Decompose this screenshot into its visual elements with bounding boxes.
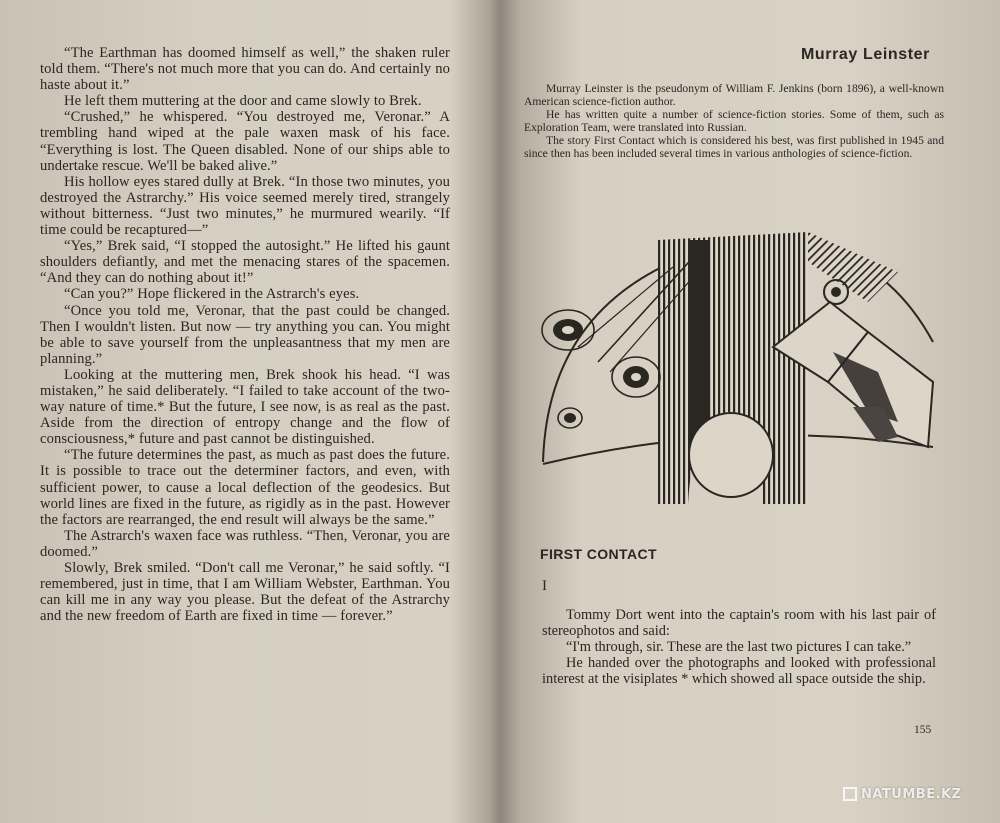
bio-paragraph: Murray Leinster is the pseudonym of William F. Jenkins (born 1896), a well-known American science-fiction author. [524, 82, 944, 108]
author-bio [524, 82, 944, 160]
story-title: FIRST CONTACT [540, 546, 657, 562]
paragraph: “The Earthman has doomed himself as well,” the shaken ruler told them. “There's not much more that you can do. And certainly no haste about it.” [40, 45, 450, 94]
story-illustration [538, 232, 938, 507]
running-head-author: Murray Leinster [800, 46, 930, 63]
paragraph: He left them muttering at the door and came slowly to Brek. [64, 93, 422, 110]
watermark-logo-icon [843, 787, 857, 801]
paragraph: His hollow eyes stared dully at Brek. “In those two minutes, you destroyed the Astrarchy.” His voice seemed merely tired, strangely without bitterness. “Just two minutes,” he murmured wearily. “If time could be recaptured—” [40, 173, 450, 239]
paragraph: “Crushed,” he whispered. “You destroyed me, Veronar.” A trembling hand wiped at the pale waxen mask of his face. “Everything is lost. The Queen disabled. None of our ships able to undertake rescue. We'll be baked alive.” [40, 109, 450, 174]
right-page [508, 0, 1000, 823]
paragraph: “I'm through, sir. These are the last two pictures I can take.” [566, 639, 912, 655]
paragraph: Looking at the muttering men, Brek shook his head. “I was mistaken,” he said deliberately. “I failed to take account of the two-way nature of time.* But the future, I see now, is as real as the past. Aside from the direction of entropy change and the flow of consciousness,* future and past cannot be distinguished. [40, 366, 450, 448]
watermark [843, 787, 962, 802]
bio-paragraph: He has written quite a number of science-fiction stories. Some of them, such as Exploration Team, were translated into Russian. [524, 108, 944, 134]
bio-paragraph: The story First Contact which is considered his best, was first published in 1945 and since then has been included several times in various anthologies of science-fiction. [524, 134, 944, 160]
left-page-text [40, 45, 450, 624]
paragraph: “Can you?” Hope flickered in the Astrarch's eyes. [64, 286, 360, 303]
page-number: 155 [914, 724, 932, 736]
paragraph: “The future determines the past, as much as past does the future. It is possible to trace out the determiner factors, and even, with sufficient power, to cause a local deflection of the geodesics. But world lines are fixed in the future, as rigidly as in the past. However the factors are rearranged, the end result will always be the same.” [40, 447, 450, 528]
paragraph: He handed over the photographs and looked with professional interest at the visiplates * which showed all space outside the ship. [542, 655, 936, 687]
story-text [542, 607, 936, 687]
chapter-number: I [542, 578, 547, 594]
paragraph: “Yes,” Brek said, “I stopped the autosight.” He lifted his gaunt shoulders defiantly, and met the menacing stares of the spacemen. “And they can do nothing about it!” [40, 238, 450, 287]
paragraph: Tommy Dort went into the captain's room with his last pair of stereophotos and said: [542, 607, 936, 639]
paragraph: The Astrarch's waxen face was ruthless. “Then, Veronar, you are doomed.” [40, 527, 450, 560]
left-page [0, 0, 492, 823]
paragraph: Slowly, Brek smiled. “Don't call me Veronar,” he said softly. “I remembered, just in time, that I am William Webster, Earthman. You can kill me in any way you please. But the defeat of the Astrarchy and the new freedom of Earth are fixed in time — forever.” [40, 560, 450, 625]
watermark-text: NATUMBE.KZ [861, 787, 962, 802]
paragraph: “Once you told me, Veronar, that the past could be changed. Then I wouldn't listen. But now — try anything you can. You might be able to save yourself from the unpleasantness that my men are planning.” [40, 302, 450, 367]
